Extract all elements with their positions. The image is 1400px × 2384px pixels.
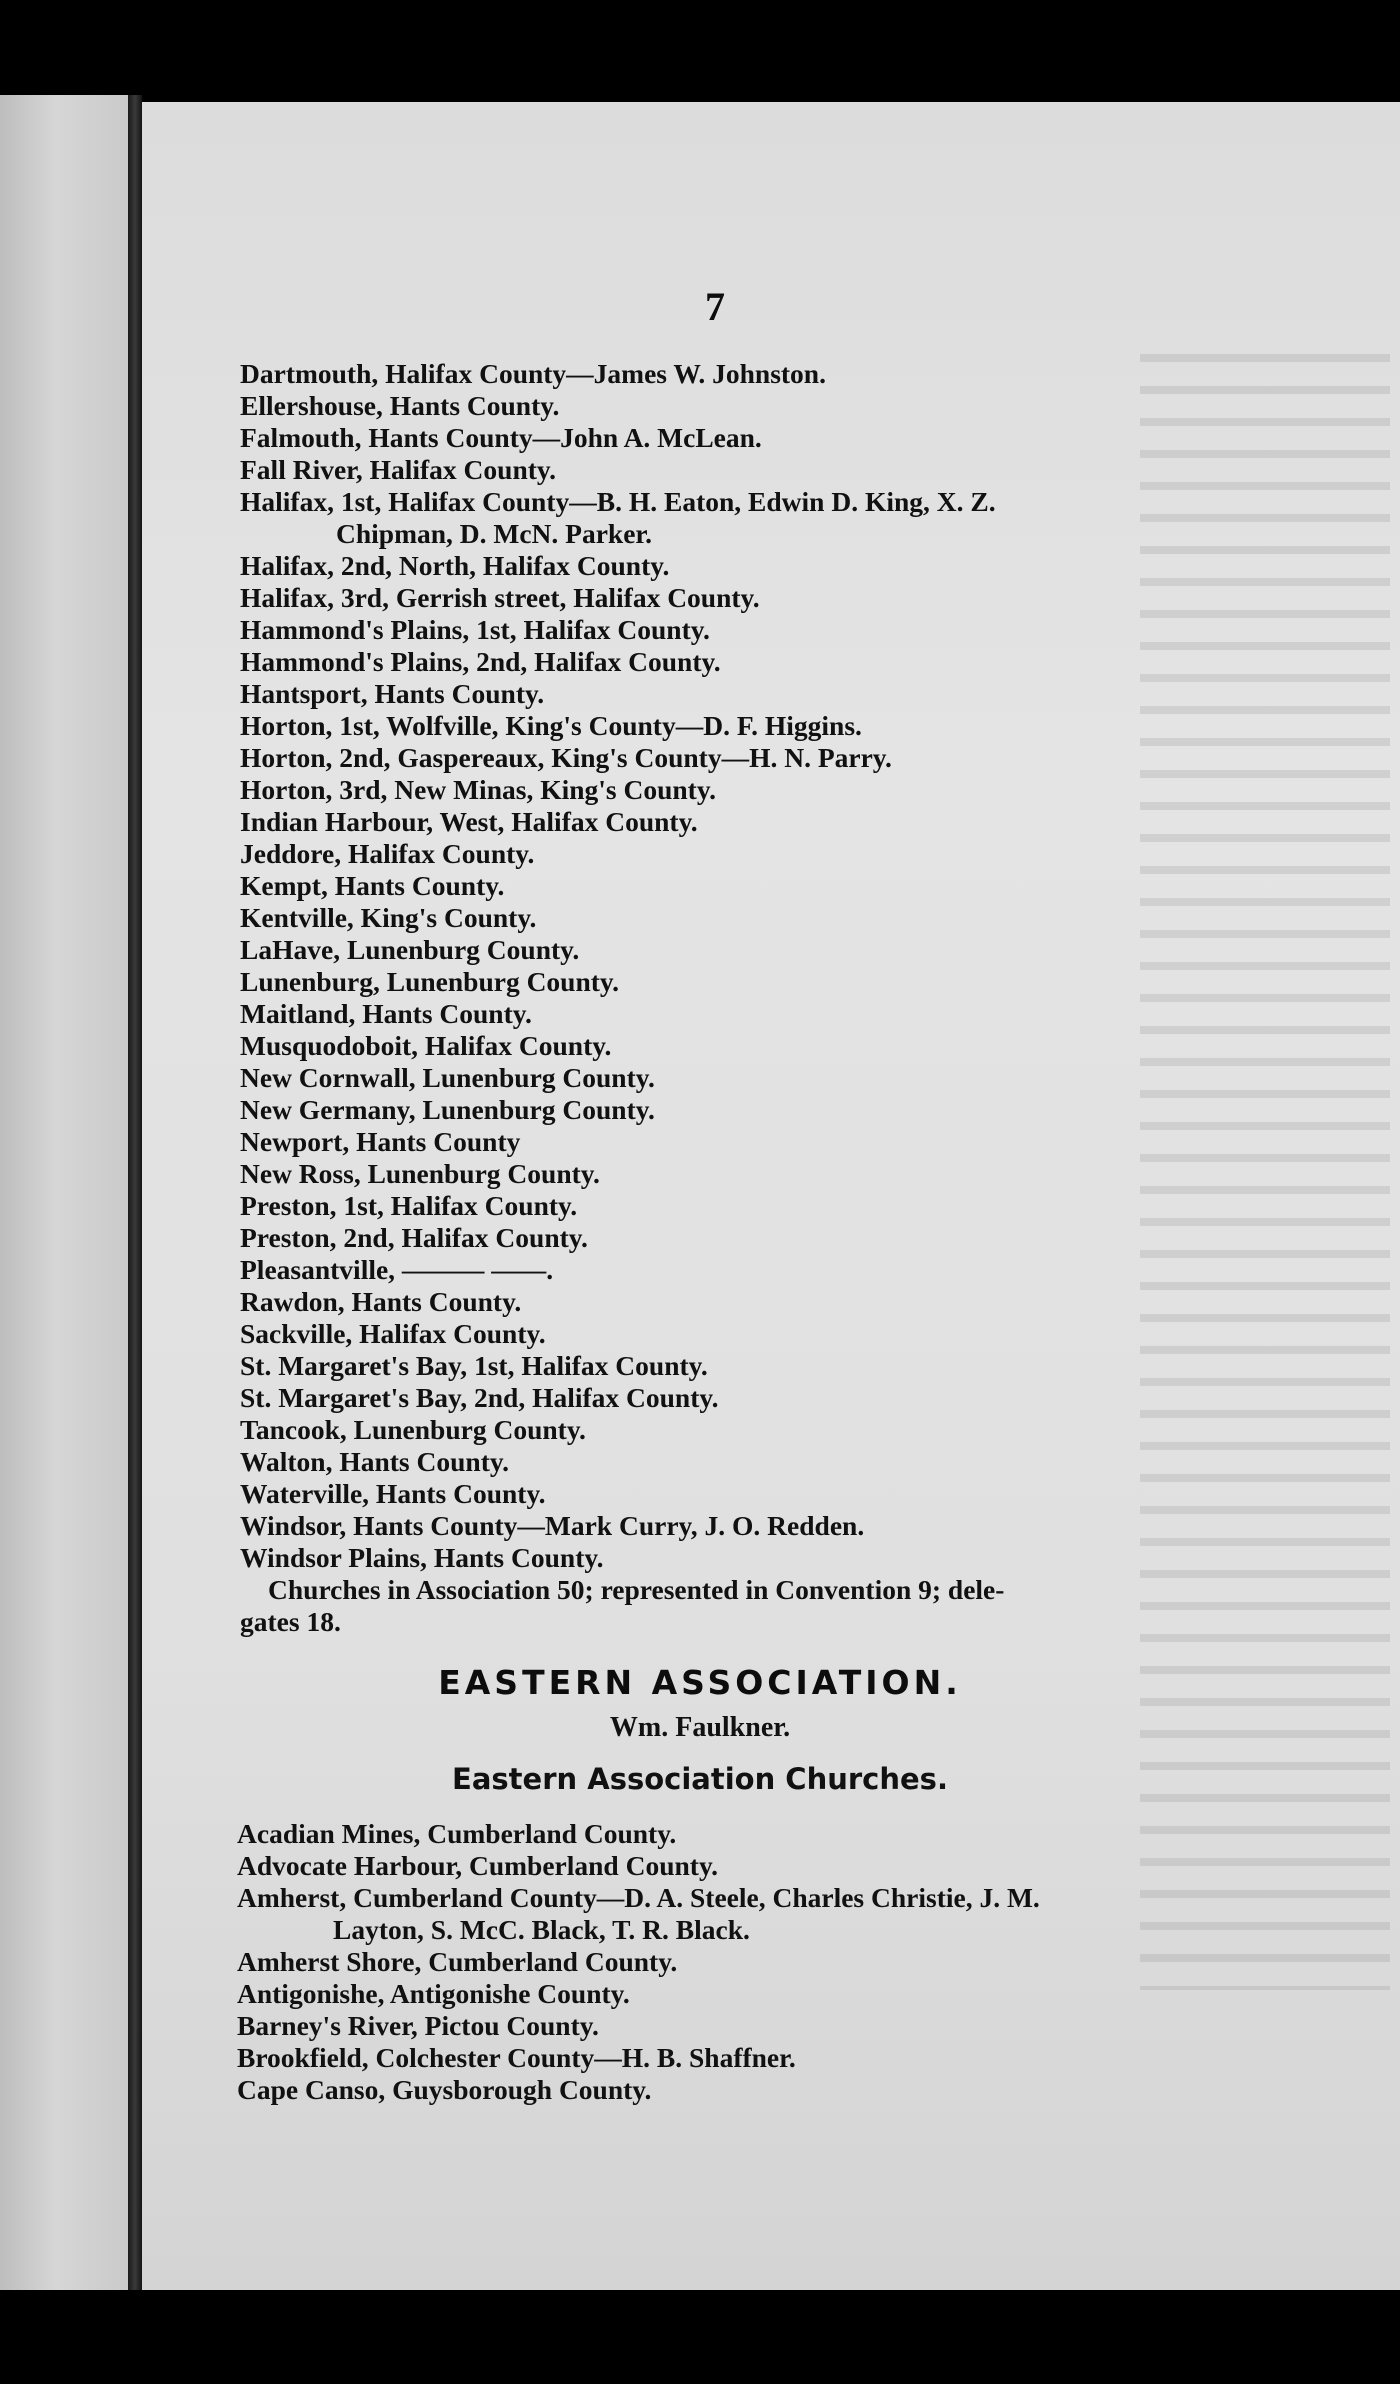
church-entry: St. Margaret's Bay, 2nd, Halifax County. bbox=[240, 1382, 719, 1413]
church-entry: Hammond's Plains, 2nd, Halifax County. bbox=[240, 646, 721, 677]
church-entry: Rawdon, Hants County. bbox=[240, 1286, 522, 1317]
association-summary: Churches in Association 50; represented in Convention 9; dele- bbox=[268, 1574, 1005, 1605]
church-entry: Barney's River, Pictou County. bbox=[237, 2010, 599, 2041]
church-entry: Advocate Harbour, Cumberland County. bbox=[237, 1850, 719, 1881]
church-entry: New Ross, Lunenburg County. bbox=[240, 1158, 600, 1189]
church-entry-continuation: Layton, S. McC. Black, T. R. Black. bbox=[333, 1914, 750, 1945]
church-entry: Musquodoboit, Halifax County. bbox=[240, 1030, 612, 1061]
church-entry: Horton, 2nd, Gaspereaux, King's County—H. N. Parry. bbox=[240, 742, 892, 773]
church-entry: Windsor, Hants County—Mark Curry, J. O. Redden. bbox=[240, 1510, 865, 1541]
church-entry: Cape Canso, Guysborough County. bbox=[237, 2074, 652, 2105]
church-entry: Dartmouth, Halifax County—James W. Johnston. bbox=[240, 358, 826, 389]
church-entry: Newport, Hants County bbox=[240, 1126, 521, 1157]
church-entry: Preston, 1st, Halifax County. bbox=[240, 1190, 578, 1221]
church-entry: Hammond's Plains, 1st, Halifax County. bbox=[240, 614, 710, 645]
church-entry: Indian Harbour, West, Halifax County. bbox=[240, 806, 698, 837]
page-number: 7 bbox=[705, 284, 725, 329]
church-entry: Antigonishe, Antigonishe County. bbox=[237, 1978, 630, 2009]
church-entry: Brookfield, Colchester County—H. B. Shaffner. bbox=[237, 2042, 796, 2073]
association-summary-continuation: gates 18. bbox=[240, 1606, 341, 1637]
church-entry: Jeddore, Halifax County. bbox=[240, 838, 535, 869]
church-entry: Lunenburg, Lunenburg County. bbox=[240, 966, 620, 997]
church-entry: Amherst Shore, Cumberland County. bbox=[237, 1946, 678, 1977]
church-entry: Halifax, 2nd, North, Halifax County. bbox=[240, 550, 670, 581]
church-entry: Sackville, Halifax County. bbox=[240, 1318, 546, 1349]
church-entry: Ellershouse, Hants County. bbox=[240, 390, 560, 421]
church-entry: Halifax, 1st, Halifax County—B. H. Eaton, Edwin D. King, X. Z. bbox=[240, 486, 996, 517]
church-entry: Horton, 3rd, New Minas, King's County. bbox=[240, 774, 716, 805]
church-entry: St. Margaret's Bay, 1st, Halifax County. bbox=[240, 1350, 708, 1381]
church-entry: Pleasantville, ——— ——. bbox=[240, 1254, 554, 1285]
church-entry: Fall River, Halifax County. bbox=[240, 454, 557, 485]
church-entry: Maitland, Hants County. bbox=[240, 998, 532, 1029]
book-spine bbox=[128, 95, 142, 2290]
church-entry: Waterville, Hants County. bbox=[240, 1478, 546, 1509]
left-margin-strip bbox=[0, 95, 140, 2290]
church-entry: Tancook, Lunenburg County. bbox=[240, 1414, 586, 1445]
church-entry: Horton, 1st, Wolfville, King's County—D. F. Higgins. bbox=[240, 710, 862, 741]
eastern-churches-list bbox=[237, 1818, 1237, 2106]
church-entry: Halifax, 3rd, Gerrish street, Halifax County. bbox=[240, 582, 760, 613]
church-entry: Windsor Plains, Hants County. bbox=[240, 1542, 604, 1573]
western-churches-list bbox=[240, 358, 1220, 1638]
church-entry: LaHave, Lunenburg County. bbox=[240, 934, 580, 965]
church-entry-continuation: Chipman, D. McN. Parker. bbox=[336, 518, 652, 549]
church-entry: Hantsport, Hants County. bbox=[240, 678, 545, 709]
church-entry: New Germany, Lunenburg County. bbox=[240, 1094, 655, 1125]
section-title: EASTERN ASSOCIATION. bbox=[438, 1663, 962, 1702]
church-entry: Falmouth, Hants County—John A. McLean. bbox=[240, 422, 762, 453]
church-entry: Amherst, Cumberland County—D. A. Steele, Charles Christie, J. M. bbox=[237, 1882, 1040, 1913]
section-subtitle: Eastern Association Churches. bbox=[452, 1762, 948, 1796]
church-entry: Kempt, Hants County. bbox=[240, 870, 505, 901]
church-entry: Preston, 2nd, Halifax County. bbox=[240, 1222, 588, 1253]
church-entry: Walton, Hants County. bbox=[240, 1446, 509, 1477]
church-entry: New Cornwall, Lunenburg County. bbox=[240, 1062, 655, 1093]
section-officer: Wm. Faulkner. bbox=[609, 1712, 791, 1743]
church-entry: Acadian Mines, Cumberland County. bbox=[237, 1818, 677, 1849]
church-entry: Kentville, King's County. bbox=[240, 902, 537, 933]
